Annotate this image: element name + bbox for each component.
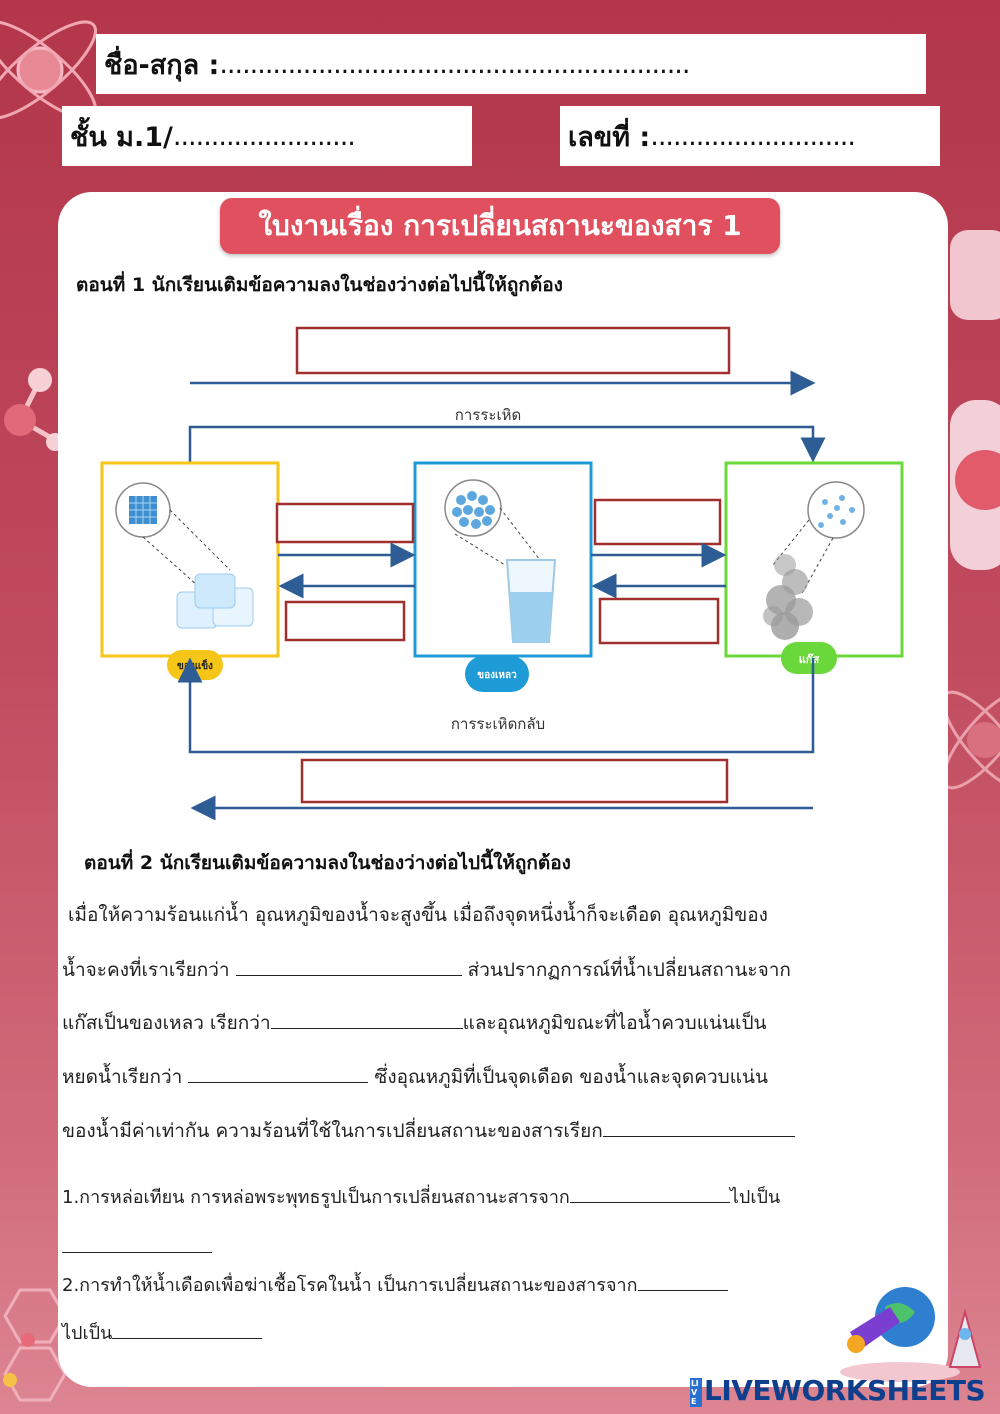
blank-boiling-point[interactable]: [236, 957, 462, 976]
blank-latent-heat[interactable]: [603, 1118, 795, 1137]
part2-line5: [62, 1116, 795, 1146]
gas-label: แก๊ส: [798, 653, 820, 666]
deposition-label: การระเหิดกลับ: [450, 715, 546, 733]
part1-heading: ตอนที่ 1 นักเรียนเติมข้อความลงในช่องว่างต่อไปนี้ให้ถูกต้อง: [76, 274, 563, 296]
solid-label: ของแข็ง: [177, 661, 213, 672]
answer-box-gas-to-liquid[interactable]: [600, 599, 718, 643]
blank-q2-to[interactable]: [112, 1320, 262, 1339]
student-name-field[interactable]: [96, 34, 926, 94]
liveworksheets-logo-badge: LIVE: [690, 1378, 702, 1407]
student-name-dots: ..............................................................: [219, 48, 690, 80]
part2-line1: [68, 900, 768, 930]
part2-line4: [62, 1062, 768, 1092]
answer-box-liquid-to-gas[interactable]: [595, 500, 720, 544]
blank-q1-to[interactable]: [62, 1234, 212, 1253]
class-field[interactable]: [62, 106, 472, 166]
part2-line1-text: เมื่อให้ความร้อนแก่น้ำ อุณหภูมิของน้ำจะสูงขึ้น เมื่อถึงจุดหนึ่งน้ำก็จะเดือด อุณหภูมิของ: [68, 904, 768, 926]
state-change-diagram: [95, 320, 910, 820]
question-2-text-a: 2.การทำให้น้ำเดือดเพื่อฆ่าเชื้อโรคในน้ำ เป็นการเปลี่ยนสถานะของสารจาก: [62, 1275, 638, 1296]
blank-q2-from[interactable]: [638, 1272, 728, 1291]
water-glass-icon: [507, 560, 555, 642]
part2-line4-text-b: ซึ่งอุณหภูมิที่เป็นจุดเดือด ของน้ำและจุดควบแน่น: [374, 1066, 768, 1088]
question-1-answer-line: [62, 1234, 212, 1258]
atom-decoration-right: [945, 660, 1000, 850]
sublimation-arrow: [190, 427, 813, 462]
student-name-label: ชื่อ-สกุล :: [104, 49, 220, 81]
student-number-label: เลขที่ :: [568, 121, 651, 153]
liquid-state-box: [415, 463, 591, 656]
flask-decoration-right: [945, 230, 1000, 590]
part2-line5-text-a: ของน้ำมีค่าเท่ากัน ความร้อนที่ใช้ในการเปลี่ยนสถานะของสารเรียก: [62, 1120, 603, 1142]
part2-line2-text-a: น้ำจะคงที่เราเรียกว่า: [62, 959, 230, 981]
answer-box-liquid-to-solid[interactable]: [286, 602, 404, 640]
class-label: ชั้น ม.1/: [70, 121, 173, 153]
part2-line3: [62, 1008, 767, 1038]
question-2-answer-line: [62, 1318, 262, 1347]
part2-line4-text-a: หยดน้ำเรียกว่า: [62, 1066, 183, 1088]
part2-line3-text-b: และอุณหภูมิขณะที่ไอน้ำควบแน่นเป็น: [462, 1012, 767, 1034]
question-1-text-b: ไปเป็น: [729, 1187, 781, 1208]
liquid-label: ของเหลว: [477, 670, 517, 681]
question-2-line: [62, 1270, 728, 1299]
rocket-globe-illustration: [830, 1272, 1000, 1382]
answer-box-top[interactable]: [297, 328, 729, 373]
liveworksheets-logo: [690, 1374, 985, 1407]
part2-heading: ตอนที่ 2 นักเรียนเติมข้อความลงในช่องว่างต่อไปนี้ให้ถูกต้อง: [84, 852, 571, 874]
liveworksheets-logo-text: LIVEWORKSHEETS: [704, 1374, 986, 1407]
answer-box-solid-to-liquid[interactable]: [277, 504, 413, 542]
class-dots: ........................: [172, 120, 355, 152]
worksheet-title: ใบงานเรื่อง การเปลี่ยนสถานะของสาร 1: [220, 198, 780, 254]
blank-q1-from[interactable]: [570, 1184, 730, 1203]
student-number-dots: ...........................: [650, 120, 855, 152]
student-number-field[interactable]: [560, 106, 940, 166]
answer-box-bottom[interactable]: [302, 760, 727, 802]
part2-line2: [62, 955, 791, 985]
question-1-text-a: 1.การหล่อเทียน การหล่อพระพุทธรูปเป็นการเปลี่ยนสถานะสารจาก: [62, 1187, 570, 1208]
sublimation-label: การระเหิด: [454, 406, 522, 424]
part2-line3-text-a: แก๊สเป็นของเหลว เรียกว่า: [62, 1012, 271, 1034]
blank-condensation[interactable]: [271, 1010, 463, 1029]
question-1-line: [62, 1182, 780, 1211]
part2-line2-text-b: ส่วนปรากฏการณ์ที่น้ำเปลี่ยนสถานะจาก: [467, 959, 791, 981]
question-2-text-b: ไปเป็น: [62, 1323, 113, 1344]
blank-condensation-point[interactable]: [188, 1064, 368, 1083]
